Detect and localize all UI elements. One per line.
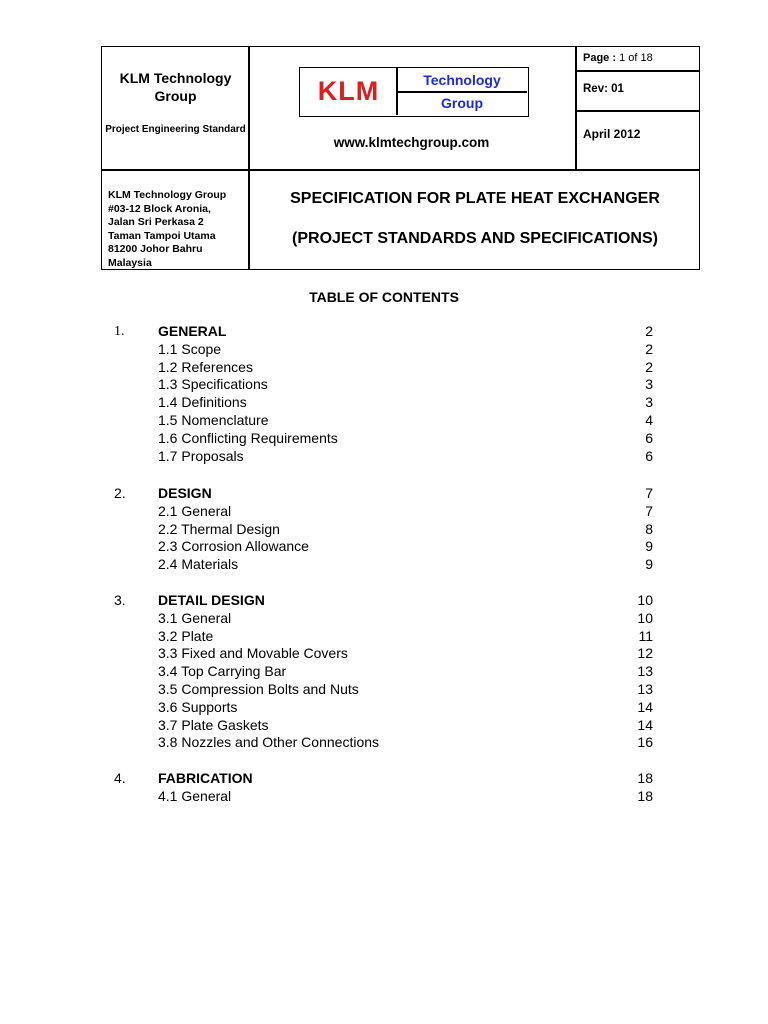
page-number: 4 bbox=[645, 411, 653, 428]
toc-item-label: 1.3 Specifications bbox=[158, 376, 268, 393]
page-number: 14 bbox=[637, 698, 653, 715]
toc-item-label: 1.4 Definitions bbox=[158, 394, 247, 411]
toc-item-row[interactable] bbox=[0, 699, 768, 717]
page-indicator bbox=[583, 52, 653, 64]
toc-item-row[interactable] bbox=[0, 359, 768, 377]
toc-section-general bbox=[0, 323, 768, 465]
header-divider bbox=[102, 169, 699, 171]
toc-item-row[interactable] bbox=[0, 610, 768, 628]
page-number: 11 bbox=[638, 627, 653, 644]
header-divider bbox=[575, 70, 699, 72]
toc-item-row[interactable] bbox=[0, 394, 768, 412]
page-number: 13 bbox=[637, 680, 653, 697]
section-number: 3. bbox=[114, 592, 126, 608]
section-title: FABRICATION bbox=[158, 770, 253, 786]
address-line: Taman Tampoi Utama bbox=[108, 229, 216, 242]
toc-item-row[interactable] bbox=[0, 734, 768, 752]
document-title: SPECIFICATION FOR PLATE HEAT EXCHANGER bbox=[290, 190, 660, 207]
toc-item-row[interactable] bbox=[0, 663, 768, 681]
page-number: 12 bbox=[637, 645, 653, 662]
toc-section-design bbox=[0, 485, 768, 574]
toc-item-row[interactable] bbox=[0, 341, 768, 359]
header-divider bbox=[575, 110, 699, 112]
toc-item-row[interactable] bbox=[0, 376, 768, 394]
company-logo bbox=[299, 67, 529, 117]
toc-item-row[interactable] bbox=[0, 556, 768, 574]
header-divider bbox=[575, 47, 577, 170]
toc-item-row[interactable] bbox=[0, 503, 768, 521]
address-line: Jalan Sri Perkasa 2 bbox=[108, 216, 204, 229]
address-line: #03-12 Block Aronia, bbox=[108, 202, 211, 215]
page-number: 3 bbox=[645, 394, 653, 411]
toc-item-row[interactable] bbox=[0, 628, 768, 646]
toc-item-label: 2.4 Materials bbox=[158, 556, 239, 573]
page-number: 7 bbox=[645, 485, 653, 501]
toc-section-row[interactable] bbox=[0, 592, 768, 610]
toc-heading: TABLE OF CONTENTS bbox=[309, 289, 459, 305]
toc-item-row[interactable] bbox=[0, 788, 768, 806]
page-number: 14 bbox=[637, 716, 653, 733]
toc-item-label: 2.2 Thermal Design bbox=[158, 520, 280, 537]
toc-item-row[interactable] bbox=[0, 717, 768, 735]
section-title: GENERAL bbox=[158, 323, 227, 339]
toc-item-label: 4.1 General bbox=[158, 787, 232, 804]
address-line: 81200 Johor Bahru bbox=[108, 243, 203, 256]
toc-item-label: 3.6 Supports bbox=[158, 698, 238, 715]
company-name: KLM Technology Group bbox=[119, 70, 232, 104]
toc-item-row[interactable] bbox=[0, 448, 768, 466]
toc-item-label: 1.1 Scope bbox=[158, 340, 222, 357]
document-header bbox=[101, 46, 700, 270]
page-number: 2 bbox=[645, 358, 653, 375]
toc-item-label: 3.5 Compression Bolts and Nuts bbox=[158, 680, 359, 697]
address-line: Malaysia bbox=[108, 256, 152, 269]
page-number: 9 bbox=[645, 556, 653, 573]
issue-date: April 2012 bbox=[583, 127, 641, 141]
toc-item-row[interactable] bbox=[0, 538, 768, 556]
toc-item-row[interactable] bbox=[0, 412, 768, 430]
page-number: 10 bbox=[637, 592, 653, 608]
toc-item-label: 3.4 Top Carrying Bar bbox=[158, 663, 287, 680]
toc-item-label: 2.1 General bbox=[158, 502, 232, 519]
page-number: 2 bbox=[645, 340, 653, 357]
section-title: DESIGN bbox=[158, 485, 212, 501]
toc-item-label: 3.8 Nozzles and Other Connections bbox=[158, 734, 380, 751]
page-number: 13 bbox=[637, 663, 653, 680]
section-number: 1. bbox=[114, 324, 125, 339]
page-number: 2 bbox=[645, 323, 653, 339]
toc-item-label: 3.3 Fixed and Movable Covers bbox=[158, 645, 348, 662]
toc-section-row[interactable] bbox=[0, 323, 768, 341]
logo-technology-text: Technology bbox=[423, 72, 501, 88]
website-link[interactable]: www.klmtechgroup.com bbox=[333, 135, 490, 150]
page-number: 18 bbox=[637, 770, 653, 786]
toc-item-label: 3.2 Plate bbox=[158, 627, 214, 644]
toc-item-label: 1.6 Conflicting Requirements bbox=[158, 429, 338, 446]
logo-klm-text: KLM bbox=[317, 76, 380, 106]
toc-item-label: 1.5 Nomenclature bbox=[158, 411, 269, 428]
toc-item-label: 2.3 Corrosion Allowance bbox=[158, 538, 309, 555]
document-subtitle: (PROJECT STANDARDS AND SPECIFICATIONS) bbox=[292, 230, 658, 247]
revision: Rev: 01 bbox=[583, 83, 624, 95]
toc-section-row[interactable] bbox=[0, 485, 768, 503]
page-number: 16 bbox=[637, 734, 653, 751]
toc-item-label: 1.2 References bbox=[158, 358, 253, 375]
toc-item-label: 3.7 Plate Gaskets bbox=[158, 716, 269, 733]
address-line: KLM Technology Group bbox=[108, 189, 227, 201]
company-address bbox=[108, 189, 248, 271]
toc-item-row[interactable] bbox=[0, 521, 768, 539]
section-title: DETAIL DESIGN bbox=[158, 592, 265, 608]
page-number: 7 bbox=[645, 502, 653, 519]
page-value: 1 of 18 bbox=[619, 52, 653, 64]
page-number: 9 bbox=[645, 538, 653, 555]
page-number: 8 bbox=[645, 520, 653, 537]
toc-section-fabrication bbox=[0, 770, 768, 806]
toc-item-label: 3.1 General bbox=[158, 609, 232, 626]
toc-item-row[interactable] bbox=[0, 430, 768, 448]
page-number: 3 bbox=[645, 376, 653, 393]
toc-section-detail-design bbox=[0, 592, 768, 752]
page-number: 6 bbox=[645, 447, 653, 464]
page-label: Page : bbox=[583, 52, 617, 64]
toc-section-row[interactable] bbox=[0, 770, 768, 788]
toc-item-row[interactable] bbox=[0, 645, 768, 663]
page-number: 10 bbox=[637, 609, 653, 626]
standard-type: Project Engineering Standard bbox=[105, 124, 246, 135]
section-number: 4. bbox=[114, 770, 126, 786]
logo-group-text: Group bbox=[441, 95, 483, 111]
page-number: 6 bbox=[645, 429, 653, 446]
section-number: 2. bbox=[114, 485, 126, 501]
toc-item-row[interactable] bbox=[0, 681, 768, 699]
toc-item-label: 1.7 Proposals bbox=[158, 447, 244, 464]
page-number: 18 bbox=[637, 787, 653, 804]
